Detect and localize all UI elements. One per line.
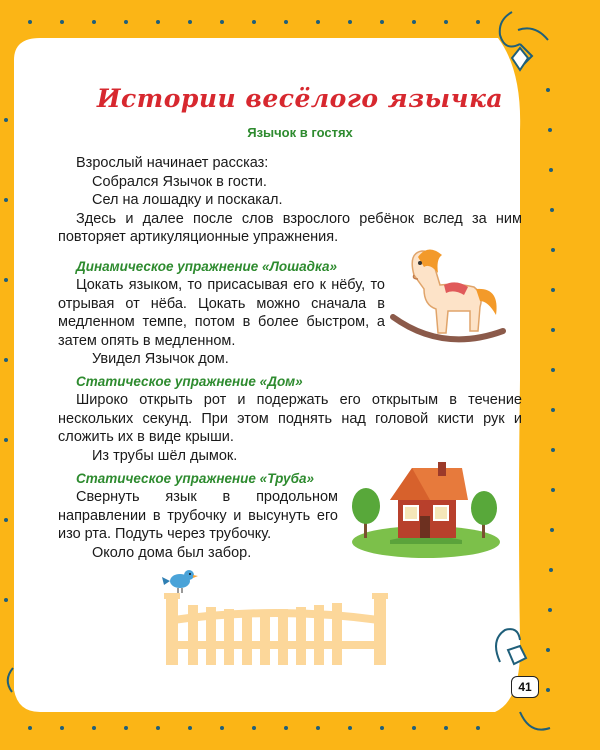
intro-line: Собрался Язычок в гости.: [92, 173, 267, 190]
rocking-horse-icon: [388, 245, 508, 355]
story-subtitle: Язычок в гостях: [247, 125, 353, 140]
intro-note: Здесь и далее после слов взрослого ребёнок вслед за ним повторяет артикуляционные упражнения.: [58, 210, 522, 245]
house-icon: [350, 460, 502, 560]
exercise-heading: Динамическое упражнение «Лошадка»: [76, 259, 337, 274]
exercise-house: [58, 373, 522, 465]
exercise-pipe: [58, 470, 338, 562]
story-line: Около дома был забор.: [92, 544, 252, 561]
exercise-heading: Статическое упражнение «Труба»: [76, 471, 315, 486]
story-line: Из трубы шёл дымок.: [92, 447, 238, 464]
story-line: Увидел Язычок дом.: [92, 351, 229, 367]
page-title: Истории весёлого язычка: [96, 84, 504, 113]
exercise-heading: Статическое упражнение «Дом»: [76, 374, 303, 389]
exercise-horse: [58, 258, 385, 369]
intro-block: [58, 154, 522, 247]
page-number: 41: [511, 676, 539, 698]
exercise-body: Широко открыть рот и подержать его открытым в течение нескольких секунд. При этом поднять над головой кисти рук и сложить их в виде крыши.: [58, 392, 522, 445]
intro-line: Взрослый начинает рассказ:: [76, 155, 269, 171]
fence-icon: [160, 565, 392, 665]
exercise-body: Цокать языком, то присасывая его к нёбу, то отрывая от нёба. Цокать можно сначала в медленном темпе, потом в более быстром, а затем опять в медленном.: [58, 277, 385, 349]
intro-line: Сел на лошадку и поскакал.: [92, 192, 283, 208]
exercise-body: Свернуть язык в продольном направлении в трубочку и высунуть его изо рта. Подуть через трубочку.: [58, 489, 338, 542]
